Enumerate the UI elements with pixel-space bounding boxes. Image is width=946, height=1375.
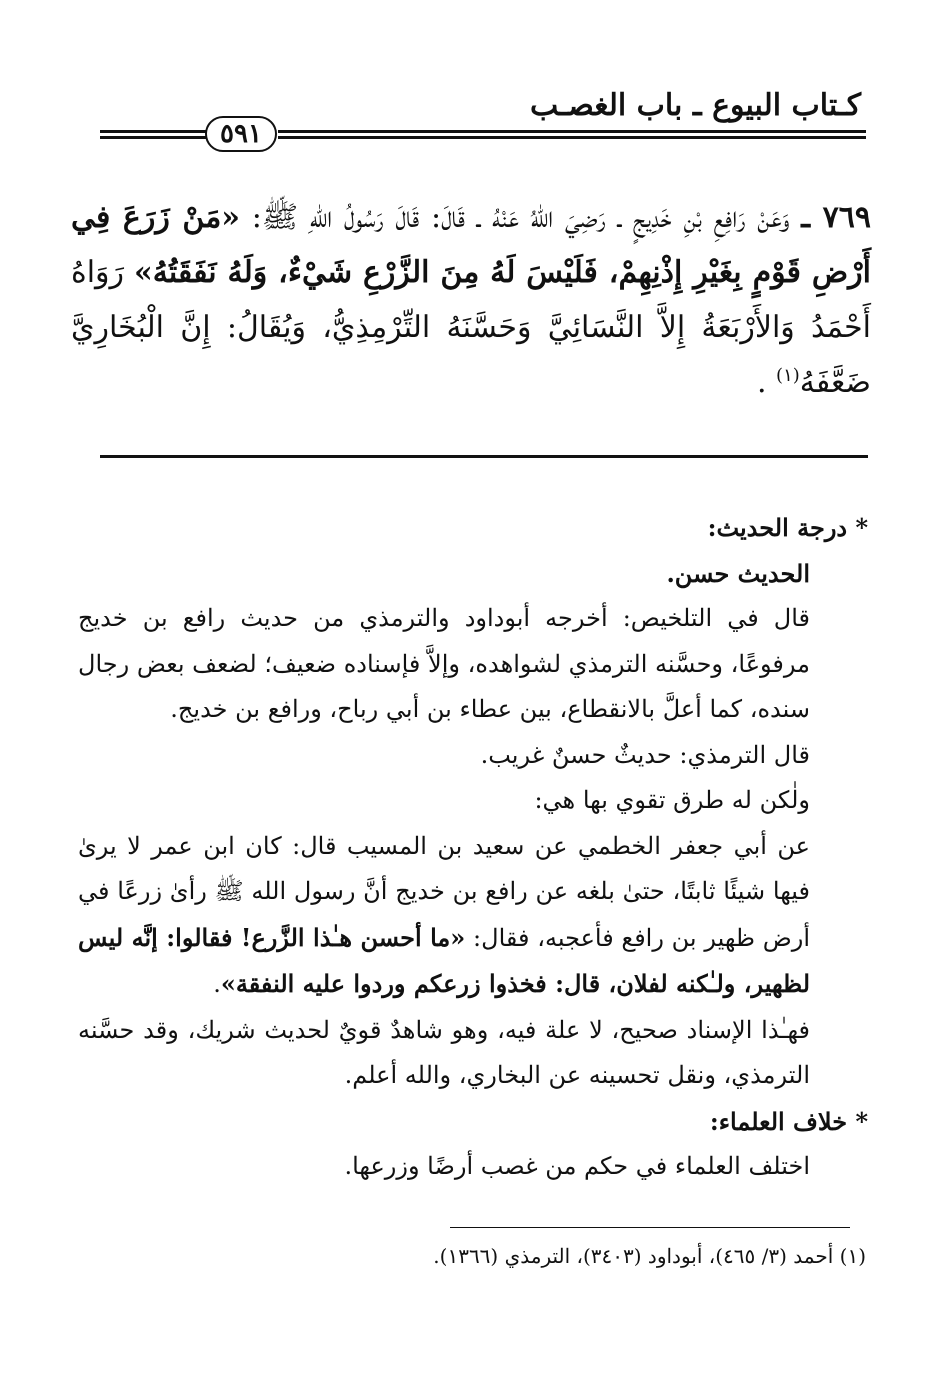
hadith-end: .	[756, 365, 767, 400]
paragraph-narration	[78, 824, 868, 1008]
running-title: كـتاب البيوع ـ باب الغصـب	[530, 88, 861, 123]
footnote-rule	[450, 1227, 850, 1228]
hadith-source: رَوَاهُ أَحْمَدُ وَالأَرْبَعَةُ إِلاَّ النَّسَائِيَّ وَحَسَّنَهُ التِّرْمِذِيُّ، وَيُقَالُ: إِنَّ الْبُخَارِيَّ ضَعَّفَهُ	[71, 255, 871, 400]
hadith-text	[71, 190, 871, 410]
header-rule-right	[278, 130, 866, 139]
footnote-text: (١) أحمد (٣/ ٤٦٥)، أبوداود (٣٤٠٣)، الترمذي (١٣٦٦).	[433, 1244, 866, 1268]
grade-text: الحديث حسن.	[666, 558, 810, 588]
narration-end: .	[213, 970, 221, 998]
paragraph-isnad: فهـٰذا الإسناد صحيح، لا علة فيه، وهو شاهدٌ قويٌ لحديث شريك، وقد حسَّنه الترمذي، ونقل تحسينه عن البخاري، والله أعلم.	[78, 1015, 810, 1089]
hadith-number: ٧٦٩ ـ	[801, 200, 872, 235]
paragraph-tirmidhi: قال الترمذي: حديثٌ حسنٌ غريب.	[480, 740, 810, 769]
paragraph-scholars: اختلف العلماء في حكم من غصب أرضًا وزرعها.	[344, 1152, 810, 1180]
hadith-intro: وَعَنْ رَافِعِ بْنِ خَدِيجٍ ـ رَضِيَ اللهُ عَنْهُ ـ قَالَ: قَالَ رَسُولُ اللهِ ﷺ:	[251, 200, 790, 235]
footnote-marker: (١)	[776, 365, 800, 386]
narration-text: عن أبي جعفر الخطمي عن سعيد بن المسيب قال: كان ابن عمر لا يرىٰ فيها شيئًا ثابتًا، حتىٰ بلغه عن رافع بن خديج أنَّ رسول الله ﷺ رأىٰ زرعًا في أرض ظهير بن رافع فأعجبه، فقال:	[78, 831, 811, 952]
commentary	[78, 505, 868, 1190]
section-divider	[100, 455, 868, 458]
scholars-heading: * خلاف العلماء:	[709, 1106, 868, 1136]
header-rule-left	[100, 130, 208, 139]
hadith-quote: «مَنْ زَرَعَ فِي أَرْضِ قَوْمٍ بِغَيْرِ إِذْنِهِمْ، فَلَيْسَ لَهُ مِنَ الزَّرْعِ شَيْءٌ، وَلَهُ نَفَقَتُهُ»	[71, 200, 871, 290]
page-number: ٥٩١	[205, 116, 277, 152]
paragraph-routes: ولٰكن له طرق تقوي بها هي:	[534, 786, 810, 814]
grade-heading: * درجة الحديث:	[707, 513, 868, 542]
narration-quote: «ما أحسن هـٰذا الزَّرع! فقالوا: إنَّه ليس لظهير، ولـٰكنه لفلان، قال: فخذوا زرعكم وردوا عليه النفقة»	[78, 922, 810, 998]
paragraph-talkhis: قال في التلخيص: أخرجه أبوداود والترمذي من حديث رافع بن خديج مرفوعًا، وحسَّنه الترمذي لشواهده، وإلاَّ فإسناده ضعيف؛ لضعف بعض رجال سنده، كما أعلَّ بالانقطاع، بين عطاء بن أبي رباح، ورافع بن خديج.	[78, 604, 810, 723]
